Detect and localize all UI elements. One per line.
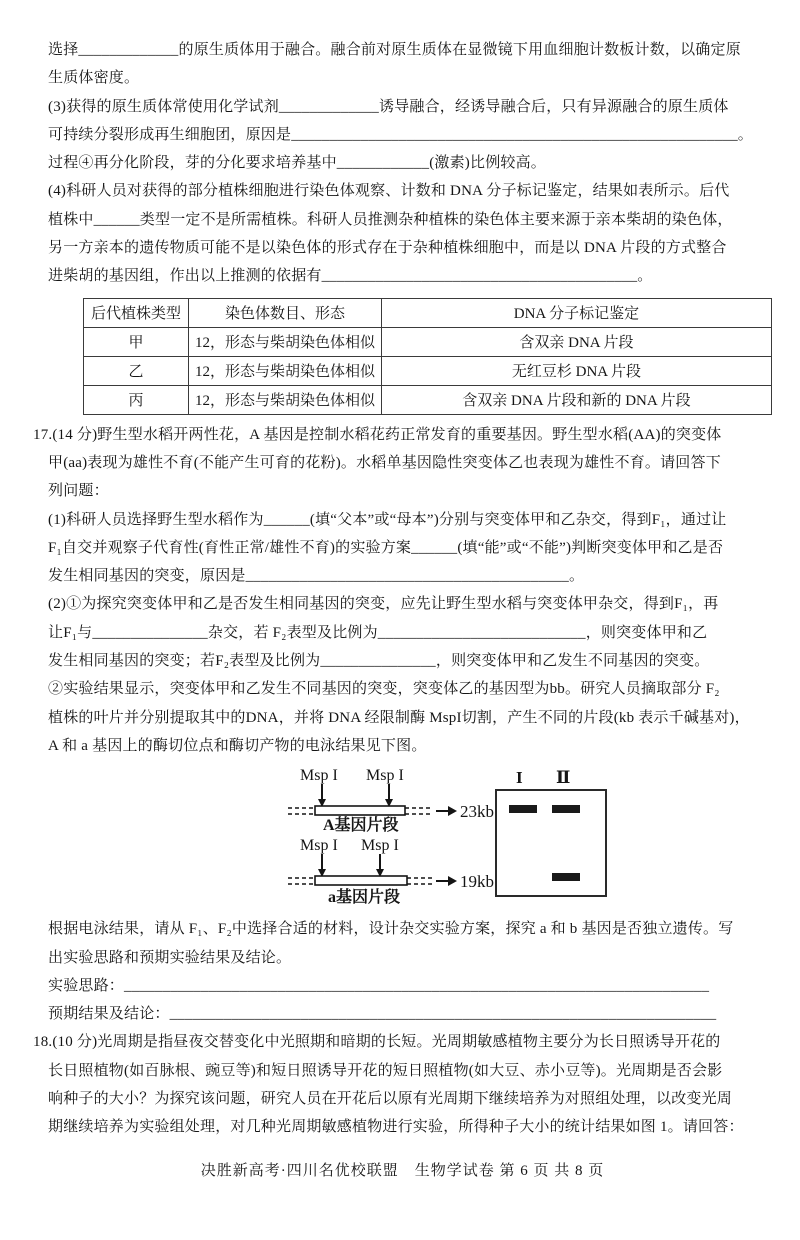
fragment-size-label: 23kb — [460, 802, 494, 822]
text-line: 响种子的大小？为探究该问题，研究人员在开花后以原有光周期下继续培养为对照组处理，以改变光周 — [48, 1091, 733, 1108]
fragment-size-label: 19kb — [460, 872, 494, 892]
table-cell: 无红豆杉 DNA 片段 — [381, 356, 771, 385]
size-pointer-arrowhead — [448, 876, 457, 886]
table-cell: 乙 — [84, 356, 189, 385]
fragment-A-caption: A基因片段 — [323, 817, 399, 835]
text-line: 植株的叶片并分别提取其中的DNA，并将 DNA 经限制酶 MspI切割，产生不同的片段(kb 表示千碱基对)， — [48, 709, 750, 726]
electrophoresis-diagram — [33, 761, 772, 913]
restriction-enzyme-label: Msp I — [300, 837, 338, 855]
text-line: 过程④再分化阶段，芽的分化要求培养基中____________(激素)比例较高。 — [48, 155, 546, 172]
answer-line-experiment-plan: 实验思路：____________________________________________________________________________ — [48, 977, 710, 994]
text-line: 进柴胡的基因组，作出以上推测的依据有_________________________________________。 — [48, 268, 653, 285]
answer-line-expected-result: 预期结果及结论：_______________________________________________________________________ — [48, 1006, 717, 1023]
table-header-row — [84, 298, 772, 327]
table-cell: 12，形态与柴胡染色体相似 — [188, 327, 381, 356]
gel-lane-label-1: I — [516, 768, 523, 788]
text-line: 可持续分裂形成再生细胞团，原因是__________________________________________________________。 — [48, 126, 754, 143]
restriction-enzyme-label: Msp I — [366, 767, 404, 785]
table-row — [84, 385, 772, 414]
text-line: 甲(aa)表现为雄性不育(不能产生可育的花粉)。水稻单基因隐性突变体乙也表现为雄性不育。请回答下 — [48, 454, 721, 471]
table-row — [84, 327, 772, 356]
gel-band-lane2-19kb — [552, 873, 580, 881]
gel-lane-label-2: Ⅱ — [556, 768, 571, 788]
table-cell: 12，形态与柴胡染色体相似 — [188, 356, 381, 385]
question-18-header: 18.(10 分)光周期是指昼夜交替变化中光照期和暗期的长短。光周期敏感植物主要分为长日照诱导开花的 — [33, 1034, 721, 1051]
text-line: 发生相同基因的突变，原因是__________________________________________。 — [48, 568, 585, 585]
text-line: F₁自交并观察子代育性(育性正常/雄性不育)的实验方案______(填“能”或“不能”)判断突变体甲和乙是否 — [48, 539, 724, 556]
table-cell: 丙 — [84, 385, 189, 414]
text-line: 生质体密度。 — [48, 70, 140, 87]
table-header-plant-type: 后代植株类型 — [84, 298, 189, 327]
gel-band-lane1-23kb — [509, 805, 537, 813]
text-line: 发生相同基因的突变；若F₂表型及比例为_______________，则突变体甲和乙发生不同基因的突变。 — [48, 653, 710, 670]
table-header-dna-marker: DNA 分子标记鉴定 — [381, 298, 771, 327]
text-line: A 和 a 基因上的酶切位点和酶切产物的电泳结果见下图。 — [48, 737, 427, 754]
gene-fragment-bar-A — [315, 806, 405, 815]
gel-band-lane2-23kb — [552, 805, 580, 813]
table-cell: 含双亲 DNA 片段和新的 DNA 片段 — [381, 385, 771, 414]
gene-fragment-bar-a — [315, 876, 407, 885]
text-line: (2)①为探究突变体甲和乙是否发生相同基因的突变，应先让野生型水稻与突变体甲杂交，得到F₁，再 — [48, 596, 719, 613]
table-cell: 含双亲 DNA 片段 — [381, 327, 771, 356]
text-line: (1)科研人员选择野生型水稻作为______(填“父本”或“母本”)分别与突变体甲和乙杂交，得到F₁，通过让 — [48, 511, 727, 528]
text-line: 植株中______类型一定不是所需植株。科研人员推测杂种植株的染色体主要来源于亲本柴胡的染色体， — [48, 211, 733, 228]
fragment-a-caption: a基因片段 — [328, 889, 401, 907]
text-line: 根据电泳结果，请从 F₁、F₂中选择合适的材料，设计杂交实验方案，探究 a 和 b 基因是否独立遗传。写 — [48, 921, 734, 938]
text-line: (3)获得的原生质体常使用化学试剂_____________诱导融合，经诱导融合后，只有异源融合的原生质体 — [48, 98, 729, 115]
text-line: 出实验思路和预期实验结果及结论。 — [48, 949, 292, 966]
text-line: 选择_____________的原生质体用于融合。融合前对原生质体在显微镜下用血细胞计数板计数，以确定原 — [48, 42, 741, 58]
restriction-enzyme-label: Msp I — [361, 837, 399, 855]
size-pointer-arrowhead — [448, 806, 457, 816]
text-line: 列问题： — [48, 483, 109, 500]
table-row — [84, 356, 772, 385]
gene-fragment-gel-figure — [276, 761, 628, 913]
restriction-enzyme-label: Msp I — [300, 767, 338, 785]
table-cell: 甲 — [84, 327, 189, 356]
text-line: 长日照植物(如百脉根、豌豆等)和短日照诱导开花的短日照植物(如大豆、赤小豆等)。光周期是否会影 — [48, 1062, 723, 1079]
question-17-header: 17.(14 分)野生型水稻开两性花，A 基因是控制水稻花药正常发育的重要基因。野生型水稻(AA)的突变体 — [33, 426, 722, 443]
text-line: (4)科研人员对获得的部分植株细胞进行染色体观察、计数和 DNA 分子标记鉴定，结果如表所示。后代 — [48, 183, 730, 200]
text-line: 让F₁与_______________杂交，若 F₂表型及比例为___________________________，则突变体甲和乙 — [48, 624, 708, 641]
text-line: ②实验结果显示，突变体甲和乙发生不同基因的突变，突变体乙的基因型为bb。研究人员摘取部分 F₂ — [48, 681, 720, 698]
table-cell: 12，形态与柴胡染色体相似 — [188, 385, 381, 414]
table-header-chromosome: 染色体数目、形态 — [188, 298, 381, 327]
text-line: 另一方亲本的遗传物质可能不是以染色体的形式存在于杂种植株细胞中，而是以 DNA 片段的方式整合 — [48, 240, 727, 257]
page-footer: 决胜新高考·四川名优校联盟 生物学试卷 第 6 页 共 8 页 — [200, 1162, 605, 1179]
offspring-plant-table — [83, 298, 772, 415]
text-line: 期继续培养为实验组处理，对几种光周期敏感植物进行实验，所得种子大小的统计结果如图 1。请回答： — [48, 1119, 744, 1136]
